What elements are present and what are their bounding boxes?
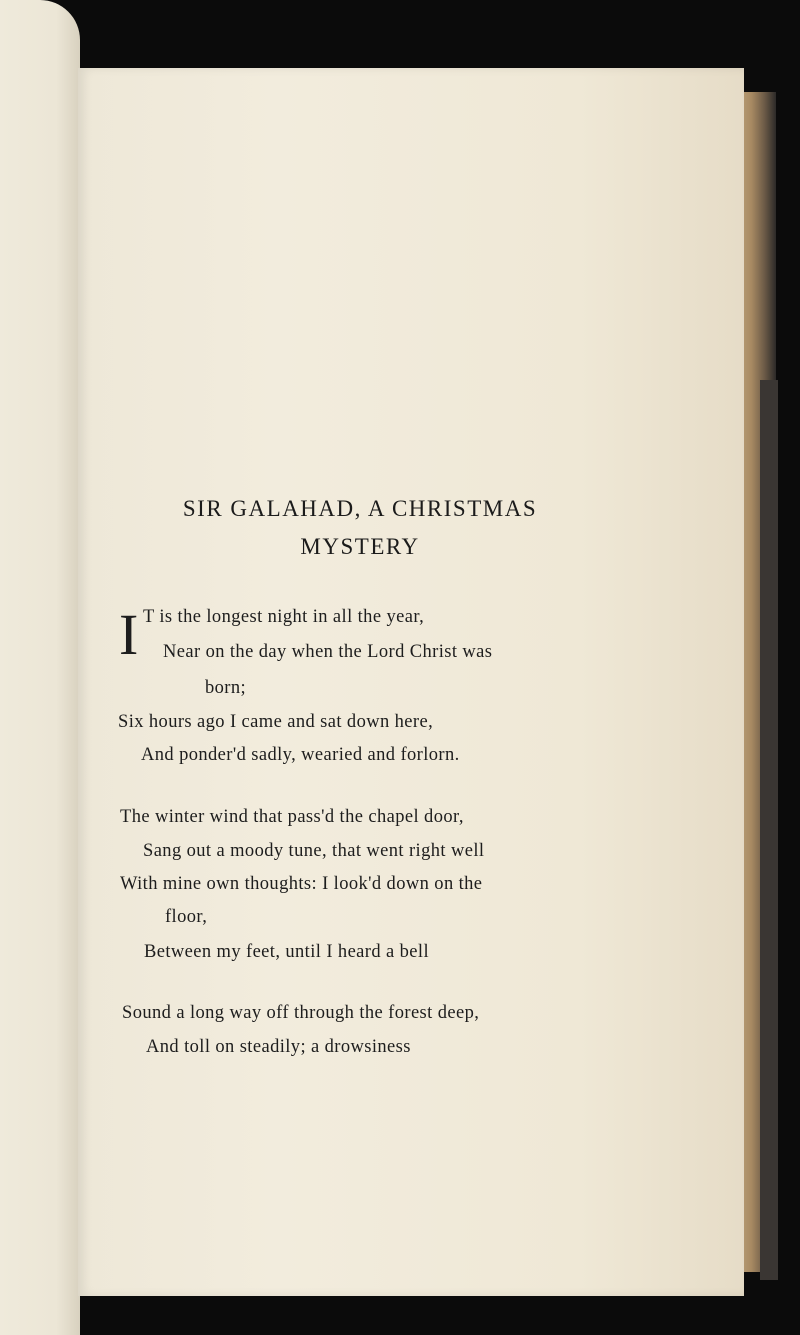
- poem-line: born;: [205, 678, 247, 698]
- poem-line: The winter wind that pass'd the chapel door,: [120, 807, 464, 827]
- poem-line: And toll on steadily; a drowsiness: [146, 1037, 411, 1057]
- left-page: [0, 0, 80, 1335]
- book-cover-edge: [760, 380, 778, 1280]
- poem-line: floor,: [165, 907, 208, 927]
- poem-line: T is the longest night in all the year,: [143, 607, 425, 627]
- poem-line: With mine own thoughts: I look'd down on the: [120, 874, 483, 894]
- poem-line: Between my feet, until I heard a bell: [144, 942, 430, 962]
- poem-title: [120, 490, 600, 566]
- poem-line: Six hours ago I came and sat down here,: [118, 712, 434, 732]
- poem-line: Sang out a moody tune, that went right well: [143, 841, 485, 861]
- title-line-1: SIR GALAHAD, A CHRISTMAS: [182, 496, 538, 521]
- drop-cap: I: [119, 602, 139, 667]
- poem-line: Near on the day when the Lord Christ was: [163, 642, 493, 662]
- right-page: [78, 68, 744, 1296]
- poem-line: Sound a long way off through the forest deep,: [122, 1003, 480, 1023]
- title-line-2: MYSTERY: [300, 534, 420, 559]
- poem-line: And ponder'd sadly, wearied and forlorn.: [141, 745, 460, 765]
